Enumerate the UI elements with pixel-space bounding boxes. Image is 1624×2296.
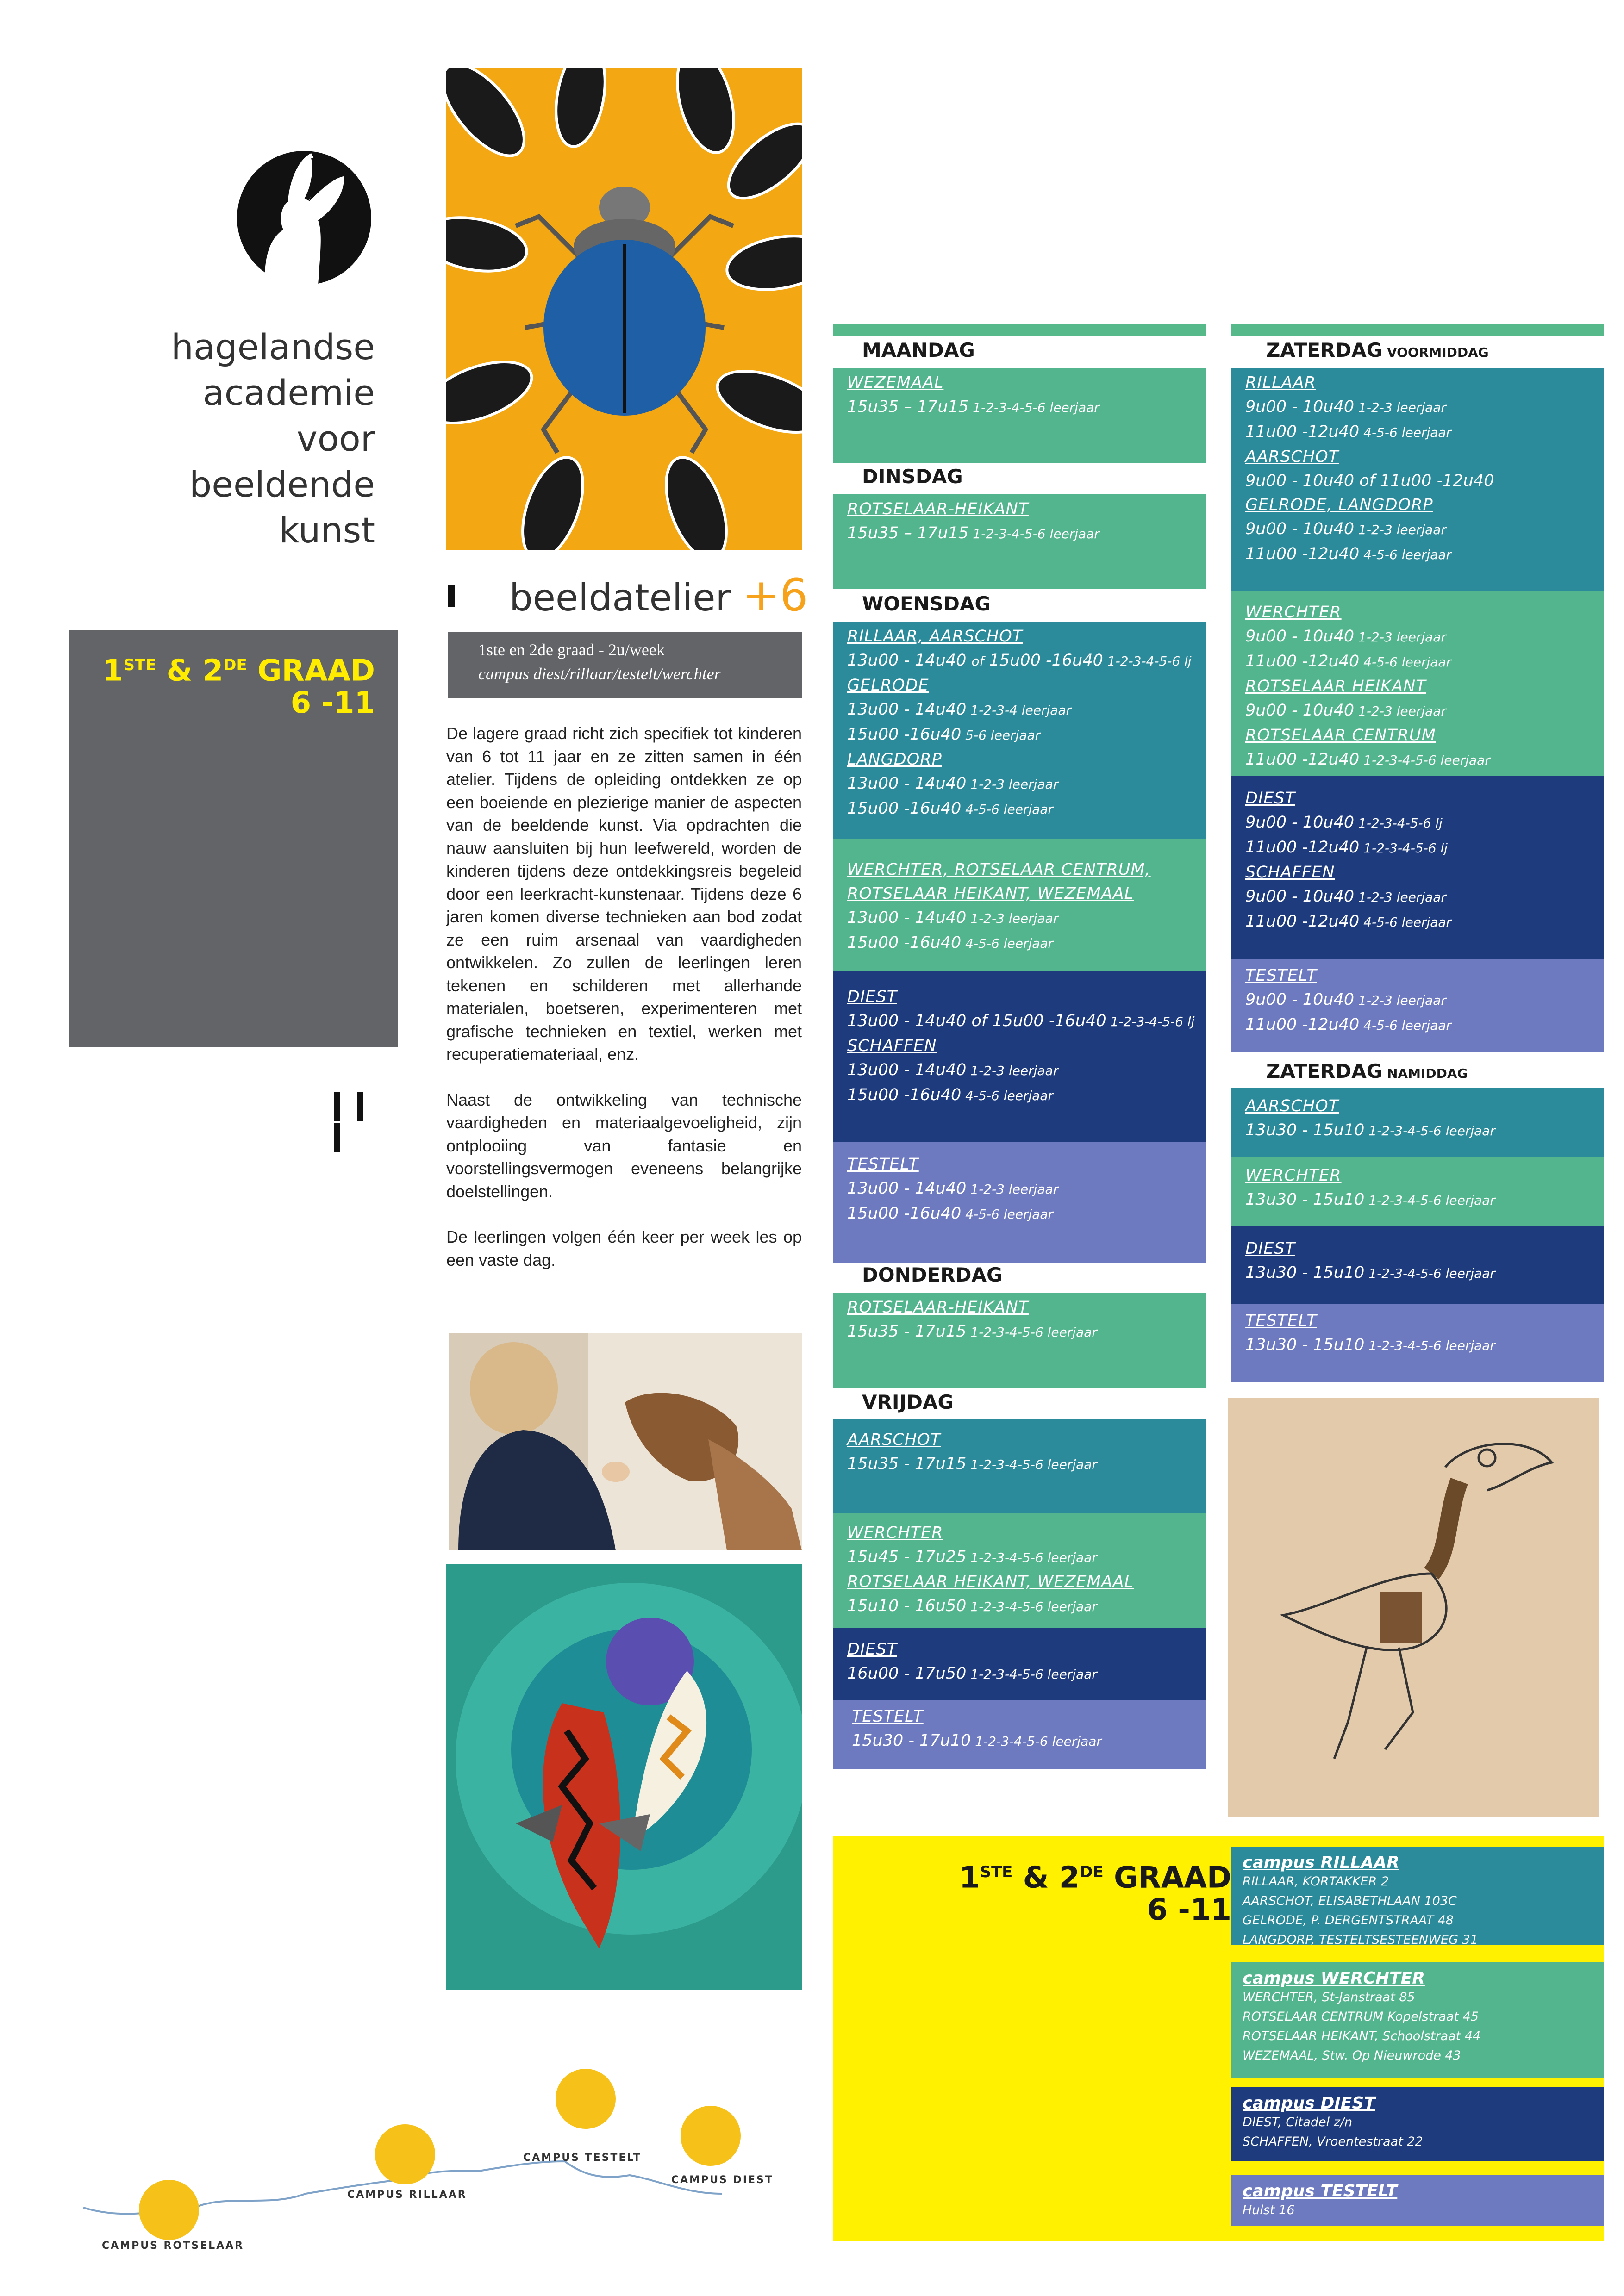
schedule-block: ROTSELAAR-HEIKANT 15u35 – 17u15 1-2-3-4-5-6 leerjaar [833, 494, 1206, 589]
location: TESTELT [847, 1155, 919, 1174]
atelier-subtitle-line2: campus diest/rillaar/testelt/werchter [478, 665, 721, 683]
campus-address: RILLAAR, KORTAKKER 2 [1243, 1874, 1389, 1889]
schedule-block: WEZEMAAL 15u35 – 17u15 1-2-3-4-5-6 leerjaar [833, 368, 1206, 463]
schedule-block: AARSCHOT 13u30 - 15u10 1-2-3-4-5-6 leerjaar [1231, 1088, 1604, 1157]
schedule-block: WERCHTER 9u00 - 10u40 1-2-3 leerjaar 11u00 -12u40 4-5-6 leerjaar ROTSELAAR HEIKANT 9u00 - 10u40 1-2-3 leerjaar ROTSELAAR CENTRUM 11u00 -12u40 1-2-3-4-5-6 leerjaar [1231, 591, 1604, 776]
campus-rillaar: campus RILLAAR RILLAAR, KORTAKKER 2 AARSCHOT, ELISABETHLAAN 103C GELRODE, P. DERGENTSTRAAT 48 LANGDORP, TESTELTSESTEENWEG 31 [1231, 1847, 1604, 1945]
location: TESTELT [1245, 966, 1317, 985]
campus-diest: campus DIEST DIEST, Citadel z/n SCHAFFEN, Vroentestraat 22 [1231, 2087, 1604, 2161]
location: GELRODE [847, 676, 929, 695]
schedule-block: TESTELT 13u00 - 14u40 1-2-3 leerjaar 15u00 -16u40 4-5-6 leerjaar [833, 1142, 1206, 1263]
campus-address: ROTSELAAR CENTRUM Kopelstraat 45 [1243, 2010, 1479, 2024]
campus-map [74, 2055, 796, 2252]
campus-address: Hulst 16 [1243, 2203, 1295, 2217]
paragraph: De lagere graad richt zich specifiek tot kinderen van 6 tot 11 jaar en ze zitten samen in één atelier. Tijdens de opleiding ontdekken ze op een boeiende en plezierige manier de aspecten van de beeldende kunst. Via opdrachten die nauw aansluiten bij hun leefwereld, worden de kinderen tijdens deze ontdekkingsreis begeleid door een leerkracht-kunstenaar. Tijdens deze 6 jaren komen diverse technieken aan bod zodat ze een ruim arsenaal van vaardigheden ontwikkelen. Zo zullen de leerlingen leren tekenen en schilderen met allerhande materialen, boetseren, experimenteren met grafische technieken en textiel, werken met recuperatiemateriaal, enz. [446, 724, 802, 1064]
location: WERCHTER [847, 1524, 943, 1542]
grade-title: 1STE & 2DE GRAAD 6 -11 [102, 653, 375, 721]
grade-panel [69, 630, 398, 1047]
grade-ages: 6 -11 [290, 686, 375, 721]
map-label: CAMPUS ROTSELAAR [102, 2240, 244, 2252]
campus-address: ROTSELAAR HEIKANT, Schoolstraat 44 [1243, 2029, 1481, 2043]
schedule-block: AARSCHOT 15u35 - 17u15 1-2-3-4-5-6 leerjaar [833, 1419, 1206, 1513]
location: RILLAAR [1245, 373, 1316, 392]
location: SCHAFFEN [1245, 863, 1335, 882]
child-drawing-photo [449, 1333, 802, 1550]
schedule-block: RILLAAR, AARSCHOT 13u00 - 14u40 of 15u00 -16u40 1-2-3-4-5-6 lj GELRODE 13u00 - 14u40 1-2-3-4 leerjaar 15u00 -16u40 5-6 leerjaar LANGDORP 13u00 - 14u40 1-2-3 leerjaar 15u00 -16u40 4-5-6 leerjaar [833, 622, 1206, 839]
campus-address: LANGDORP, TESTELTSESTEENWEG 31 [1243, 1933, 1478, 1945]
campus-rotselaar-marker [139, 2180, 199, 2240]
schedule-block: ROTSELAAR-HEIKANT 15u35 - 17u15 1-2-3-4-5-6 leerjaar [833, 1293, 1206, 1388]
location: ROTSELAAR-HEIKANT [847, 1298, 1029, 1317]
location: TESTELT [852, 1707, 924, 1726]
location: DIEST [847, 1640, 897, 1659]
schedule-block: WERCHTER, ROTSELAAR CENTRUM, ROTSELAAR HEIKANT, WEZEMAAL 13u00 - 14u40 1-2-3 leerjaar 15u00 -16u40 4-5-6 leerjaar [833, 839, 1206, 971]
schedule-top-bar [1231, 324, 1604, 336]
location: DIEST [1245, 789, 1295, 808]
campus-werchter: campus WERCHTER WERCHTER, St-Janstraat 85 ROTSELAAR CENTRUM Kopelstraat 45 ROTSELAAR HEIKANT, Schoolstraat 44 WEZEMAAL, Stw. Op Nieuwrode 43 [1231, 1962, 1604, 2078]
map-label: CAMPUS TESTELT [523, 2152, 642, 2164]
academy-name-line: kunst [279, 510, 375, 551]
academy-name-line: beeldende [189, 464, 375, 505]
paragraph: Naast de ontwikkeling van technische vaardigheden en materiaalgevoeligheid, zijn ontplooiing van fantasie en voorstellingsvermogen eveneens belangrijke doelstellingen. [446, 1090, 802, 1201]
paragraph: De leerlingen volgen één keer per week les op een vaste dag. [446, 1227, 802, 1269]
location: AARSCHOT [847, 1431, 941, 1449]
location: GELRODE, LANGDORP [1245, 496, 1433, 514]
atelier-age-plus: +6 [742, 569, 808, 621]
campus-address: GELRODE, P. DERGENTSTRAAT 48 [1243, 1913, 1454, 1928]
decorative-ticks [334, 1092, 399, 1121]
schedule-block: WERCHTER 15u45 - 17u25 1-2-3-4-5-6 leerjaar ROTSELAAR HEIKANT, WEZEMAAL 15u10 - 16u50 1-2-3-4-5-6 leerjaar [833, 1513, 1206, 1628]
schedule-block: DIEST 9u00 - 10u40 1-2-3-4-5-6 lj 11u00 -12u40 1-2-3-4-5-6 lj SCHAFFEN 9u00 - 10u40 1-2-3 leerjaar 11u00 -12u40 4-5-6 leerjaar [1231, 776, 1604, 959]
location: ROTSELAAR-HEIKANT [847, 500, 1029, 518]
grade-ages: 6 -11 [1147, 1893, 1231, 1928]
academy-name-line: voor [296, 418, 375, 459]
campus-address: WERCHTER, St-Janstraat 85 [1243, 1990, 1415, 2004]
day-maandag: MAANDAG [862, 339, 975, 361]
schedule-block: DIEST 16u00 - 17u50 1-2-3-4-5-6 leerjaar [833, 1628, 1206, 1700]
day-zaterdag-voormiddag: ZATERDAG VOORMIDDAG [1266, 339, 1489, 361]
campus-address: WEZEMAAL, Stw. Op Nieuwrode 43 [1243, 2048, 1461, 2063]
location: WERCHTER, ROTSELAAR CENTRUM, [847, 860, 1151, 879]
location: DIEST [847, 988, 897, 1006]
schedule-block: TESTELT 13u30 - 15u10 1-2-3-4-5-6 leerjaar [1231, 1304, 1604, 1382]
bird-skeleton-artwork-image [1228, 1398, 1599, 1817]
schedule-block: WERCHTER 13u30 - 15u10 1-2-3-4-5-6 leerjaar [1231, 1157, 1604, 1226]
day-woensdag: WOENSDAG [862, 592, 991, 615]
day-dinsdag: DINSDAG [862, 465, 963, 488]
academy-name [69, 324, 375, 553]
location: AARSCHOT [1245, 448, 1339, 466]
map-label: CAMPUS RILLAAR [347, 2189, 467, 2201]
campus-address: DIEST, Citadel z/n [1243, 2115, 1353, 2129]
location: DIEST [1245, 1239, 1295, 1258]
campus-testelt-marker [556, 2069, 616, 2129]
day-zaterdag-namiddag: ZATERDAG NAMIDDAG [1266, 1060, 1468, 1083]
map-label: CAMPUS DIEST [671, 2174, 774, 2186]
campus-address: AARSCHOT, ELISABETHLAAN 103C [1243, 1894, 1457, 1908]
campus-diest-marker [681, 2106, 741, 2166]
academy-name-line: hagelandse [171, 326, 375, 367]
location: ROTSELAAR HEIKANT, WEZEMAAL [847, 884, 1134, 903]
academy-logo [237, 151, 371, 285]
schedule-block: DIEST 13u00 - 14u40 of 15u00 -16u40 1-2-3-4-5-6 lj SCHAFFEN 13u00 - 14u40 1-2-3 leerjaar 15u00 -16u40 4-5-6 leerjaar [833, 971, 1206, 1142]
schedule-block: DIEST 13u30 - 15u10 1-2-3-4-5-6 leerjaar [1231, 1226, 1604, 1304]
campus-rillaar-marker [375, 2124, 435, 2184]
location: RILLAAR, AARSCHOT [847, 627, 1023, 646]
heading-marker [448, 585, 455, 607]
location: ROTSELAAR HEIKANT, WEZEMAAL [847, 1573, 1134, 1591]
schedule-block: RILLAAR 9u00 - 10u40 1-2-3 leerjaar 11u00 -12u40 4-5-6 leerjaar AARSCHOT 9u00 - 10u40 of 11u00 -12u40 GELRODE, LANGDORP 9u00 - 10u40 1-2-3 leerjaar 11u00 -12u40 4-5-6 leerjaar [1231, 368, 1604, 591]
schedule-top-bar [833, 324, 1206, 336]
atelier-subtitle-box [448, 632, 802, 698]
atelier-subtitle-line1: 1ste en 2de graad - 2u/week [478, 641, 665, 659]
location: LANGDORP [847, 750, 942, 769]
day-donderdag: DONDERDAG [862, 1263, 1003, 1286]
description-text [446, 722, 802, 1294]
grade-title: 1STE & 2DE GRAAD 6 -11 [959, 1860, 1231, 1928]
campus-address: SCHAFFEN, Vroentestraat 22 [1243, 2134, 1423, 2149]
academy-name-line: academie [203, 372, 375, 413]
location: ROTSELAAR HEIKANT [1245, 677, 1426, 696]
day-vrijdag: VRIJDAG [862, 1391, 954, 1413]
koi-artwork-image [446, 1564, 802, 1990]
location: WERCHTER [1245, 1166, 1342, 1185]
location: WERCHTER [1245, 603, 1342, 622]
beetle-artwork-image [446, 68, 802, 550]
location: SCHAFFEN [847, 1037, 937, 1055]
campus-testelt: campus TESTELT Hulst 16 [1231, 2175, 1604, 2226]
location: TESTELT [1245, 1312, 1317, 1330]
location: AARSCHOT [1245, 1097, 1339, 1115]
atelier-title: beeldatelier +6 [509, 569, 808, 621]
schedule-block: TESTELT 15u30 - 17u10 1-2-3-4-5-6 leerjaar [833, 1700, 1206, 1769]
location: ROTSELAAR CENTRUM [1245, 726, 1436, 745]
location: WEZEMAAL [847, 373, 944, 392]
schedule-block: TESTELT 9u00 - 10u40 1-2-3 leerjaar 11u00 -12u40 4-5-6 leerjaar [1231, 959, 1604, 1052]
